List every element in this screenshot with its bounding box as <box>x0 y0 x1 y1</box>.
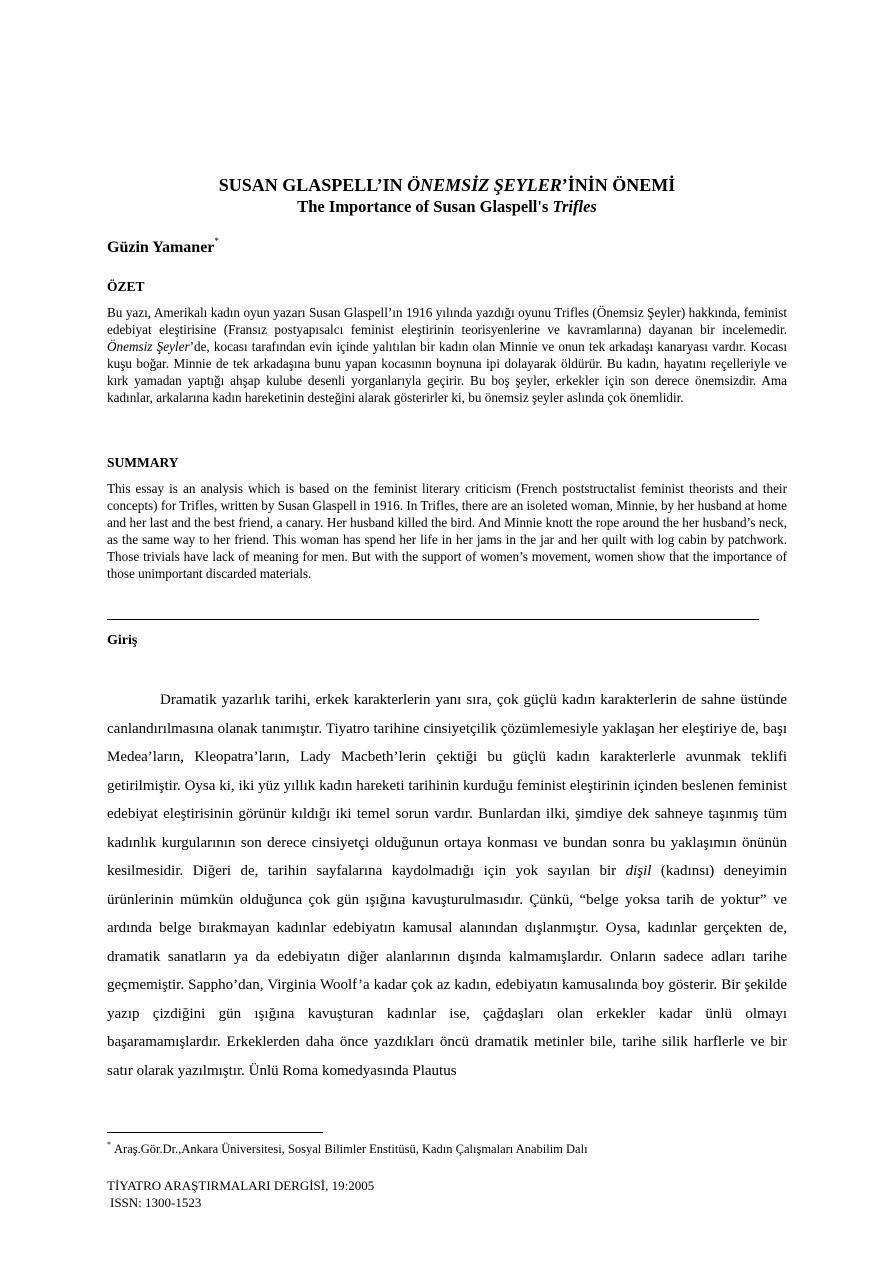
intro-body <box>107 686 787 1085</box>
article-subtitle <box>107 197 787 217</box>
author-name: Güzin Yamaner <box>107 239 215 256</box>
ozet-abstract <box>107 304 787 407</box>
summary-heading: SUMMARY <box>107 455 179 470</box>
author-footnote-mark: * <box>214 236 219 246</box>
article-title <box>107 174 787 196</box>
subtitle-text: The Importance of Susan Glaspell's <box>297 197 553 216</box>
footnote-mark: * <box>107 1140 111 1149</box>
issn: ISSN: 1300-1523 <box>110 1195 202 1210</box>
author-line <box>107 231 219 258</box>
title-text: SUSAN GLASPELL’IN <box>218 175 408 195</box>
footnote-divider <box>107 1132 323 1133</box>
journal-name: TİYATRO ARAŞTIRMALARI DERGİSİ, 19:2005 <box>107 1178 375 1193</box>
title-italic-text: ÖNEMSİZ ŞEYLER <box>407 175 562 195</box>
intro-italic-text: dişil <box>625 863 652 879</box>
ozet-heading: ÖZET <box>107 279 145 294</box>
intro-text: Dramatik yazarlık tarihi, erkek karakterlerin yanı sıra, çok güçlü kadın karakterlerin de sahne üstünde canlandırılmasına olanak tanımıştır. Tiyatro tarihine cinsiyetçilik çözümlemesiyle yaklaşan her eleştiriye de, başı Medea’ların, Kleopatra’ların, Lady Macbeth’lerin çektiği bu güçlü kadın karakterlerle avunmak teklifi getirilmiştir. Oysa ki, iki yüz yıllık kadın hareketi tarihinin kurduğu feminist eleştirinin içinden beslenen feminist edebiyat eleştirisinin görünür kıldığı iki temel sorun vardır. Bunlardan ilki, şimdiye dek sahneye taşınmış tüm kadınlık kurgularının son derece cinsiyetçi olduğunun ortaya konması ve bundan sonra bu yaklaşımın önünün kesilmesidir. Diğeri de, tarihin sayfalarına kaydolmadığı için yok sayılan bir <box>107 692 787 879</box>
intro-text-end: (kadınsı) deneyimin ürünlerinin mümkün olduğunca çok gün ışığına kavuşturulmasıdır. Çünkü, “belge yoksa tarih de yoktur” ve ardında belge bırakmayan kadınlar edebiyatın kamusal alanından dışlanmıştır. Oysa, kadınlar gerçekten de, dramatik sanatların ya da edebiyatın diğer alanlarının dışında kalmamışlardır. Onların sadece adları tarihe geçmemiştir. Sappho’dan, Virginia Woolf’a kadar çok az kadın, edebiyatın kamusalında boy gösterir. Bir şekilde yazıp çizdiğini gün ışığına kavuşturan kadınlar ise, çağdaşları olan erkekler kadar ünlü olmayı başaramamışlardır. Erkeklerden daha önce yazdıkları öncü dramatik metinler bile, tarihe silik harflerle ve bir satır olarak yazılmıştır. Ünlü Roma komedyasında Plautus <box>107 863 788 1079</box>
summary-abstract: This essay is an analysis which is based on the feminist literary criticism (French poststructalist feminist theorists and their concepts) for Trifles, written by Susan Glaspell in 1916. In Trifles, there are an isoleted woman, Minnie, by her husband at home and her last and the best friend, a canary. Her husband killed the bird. And Minnie knott the rope around the her husband’s neck, as the same way to her friend. This woman has spend her life in her jams in the jar and her quilt with log cabin by patchwork. Those trivials have lack of meaning for men. But with the support of women’s movement, women show that the importance of those unimportant discarded materials. <box>107 481 787 582</box>
title-text-end: ’İNİN ÖNEMİ <box>561 175 676 195</box>
ozet-italic-text: Önemsiz Şeyler <box>107 339 190 355</box>
intro-heading: Giriş <box>107 633 138 648</box>
ozet-text: Bu yazı, Amerikalı kadın oyun yazarı Susan Glaspell’ın 1916 yılında yazdığı oyunu Trifles (Önemsiz Şeyler) hakkında, feminist edebiyat eleştirisine (Fransız postyapısalcı feminist eleştirinin teorisyenlerine ve kavramlarına) dayanan bir incelemedir. <box>107 305 787 338</box>
subtitle-italic-text: Trifles <box>552 197 597 216</box>
footnote-text: Araş.Gör.Dr.,Ankara Üniversitesi, Sosyal Bilimler Enstitüsü, Kadın Çalışmaları Anabilim Dalı <box>114 1142 588 1156</box>
ozet-text-end: ’de, kocası tarafından evin içinde yalıtılan bir kadın olan Minnie ve onun tek arkadaşı kanaryası vardır. Kocası kuşu boğar. Minnie de tek arkadaşına bunu yapan kocasının boynuna ipi dolayarak öldürür. Bu kadın, hayatını reçelleriyle ve kırk yamadan yaptığı ahşap kulube desenli yorganlarıyla geçirir. Bu boş şeyler, erkekler için son derece önemsizdir. Ama kadınlar, arkalarına kadın hareketinin desteğini alarak gösterirler ki, bu önemsiz şeyler aslında çok önemlidir. <box>107 339 787 406</box>
footnote <box>107 1137 588 1157</box>
section-divider <box>107 619 759 620</box>
